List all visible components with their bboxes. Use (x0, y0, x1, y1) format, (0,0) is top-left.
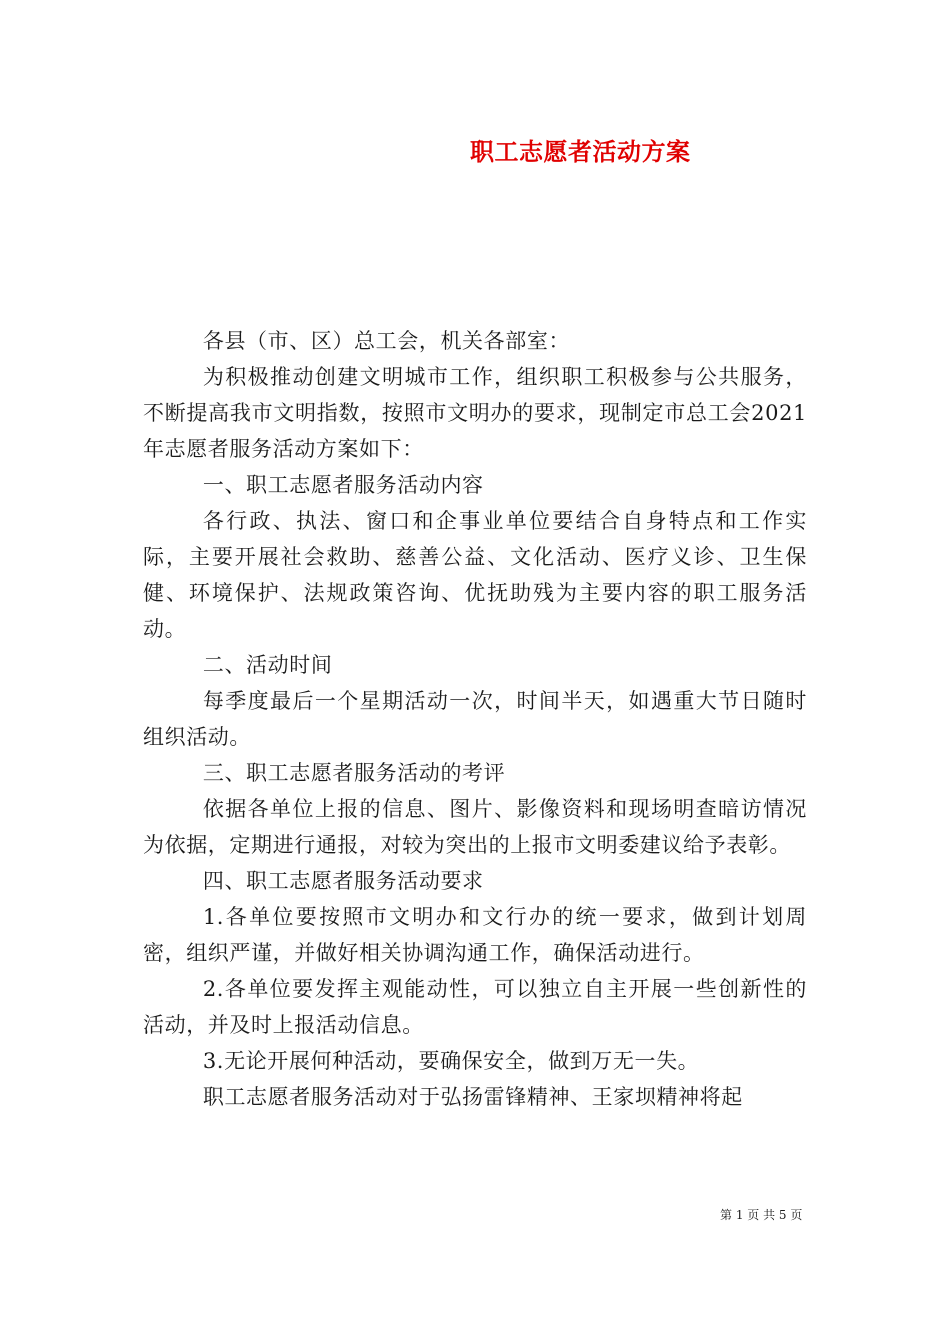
section-heading-3: 三、职工志愿者服务活动的考评 (202, 761, 506, 785)
requirement-item-3: 3.无论开展何种活动，要确保安全，做到万无一失。 (202, 1049, 700, 1073)
requirement-item-1: 1.各单位要按照市文明办和文行办的统一要求，做到计划周密，组织严谨，并做好相关协调沟通工作，确保活动进行。 (143, 905, 807, 965)
section-heading-4: 四、职工志愿者服务活动要求 (202, 869, 484, 893)
salutation: 各县（市、区）总工会，机关各部室： (202, 329, 571, 353)
paragraph-evaluation: 依据各单位上报的信息、图片、影像资料和现场明查暗访情况为依据，定期进行通报，对较为突出的上报市文明委建议给予表彰。 (143, 797, 807, 857)
requirement-item-2: 2.各单位要发挥主观能动性，可以独立自主开展一些创新性的活动，并及时上报活动信息。 (143, 977, 807, 1037)
paragraph-closing: 职工志愿者服务活动对于弘扬雷锋精神、王家坝精神将起 (202, 1085, 743, 1109)
paragraph-time: 每季度最后一个星期活动一次，时间半天，如遇重大节日随时组织活动。 (143, 689, 807, 749)
document-body (143, 323, 807, 1115)
document-title: 职工志愿者活动方案 (470, 137, 691, 166)
section-heading-1: 一、职工志愿者服务活动内容 (202, 473, 484, 497)
paragraph-intro: 为积极推动创建文明城市工作，组织职工积极参与公共服务，不断提高我市文明指数，按照市文明办的要求，现制定市总工会2021年志愿者服务活动方案如下： (143, 365, 807, 461)
paragraph-content: 各行政、执法、窗口和企事业单位要结合自身特点和工作实际，主要开展社会救助、慈善公益、文化活动、医疗义诊、卫生保健、环境保护、法规政策咨询、优抚助残为主要内容的职工服务活动。 (143, 509, 807, 641)
page-number-footer: 第 1 页 共 5 页 (720, 1208, 803, 1222)
section-heading-2: 二、活动时间 (202, 653, 333, 677)
